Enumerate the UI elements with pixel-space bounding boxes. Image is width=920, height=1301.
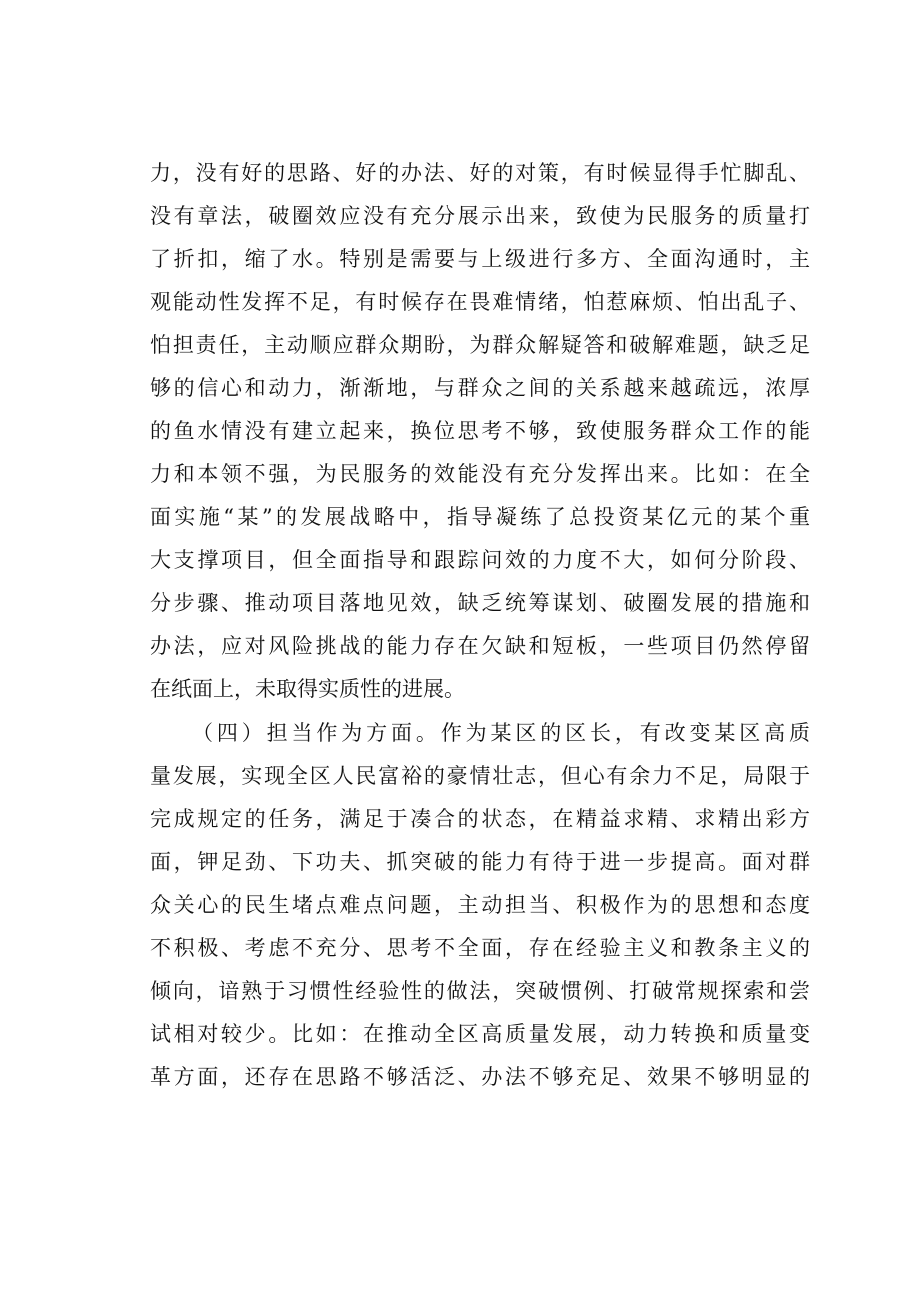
text-line: 大支撑项目，但全面指导和跟踪问效的力度不大，如何分阶段、 [150,548,810,572]
text-line: 怕担责任，主动顺应群众期盼，为群众解疑答和破解难题，缺乏足 [150,333,810,357]
text-line: 观能动性发挥不足，有时候存在畏难情绪，怕惹麻烦、怕出乱子、 [150,290,810,314]
text-line: 分步骤、推动项目落地见效，缺乏统筹谋划、破圈发展的措施和 [150,591,810,615]
text-line: 试相对较少。比如：在推动全区高质量发展，动力转换和质量变 [150,1022,810,1046]
text-line: 革方面，还存在思路不够活泛、办法不够充足、效果不够明显的 [150,1065,810,1089]
text-line: 面实施“某”的发展战略中，指导凝练了总投资某亿元的某个重 [150,505,810,529]
text-line: 了折扣，缩了水。特别是需要与上级进行多方、全面沟通时，主 [150,247,810,271]
text-line: 够的信心和动力，渐渐地，与群众之间的关系越来越疏远，浓厚 [150,376,810,400]
section-heading-line: （四）担当作为方面。作为某区的区长，有改变某区高质 [192,721,810,745]
text-line: 力和本领不强，为民服务的效能没有充分发挥出来。比如：在全 [150,462,810,486]
paragraph-1 [150,152,810,711]
text-line: 量发展，实现全区人民富裕的豪情壮志，但心有余力不足，局限于 [150,764,810,788]
text-line: 众关心的民生堵点难点问题，主动担当、积极作为的思想和态度 [150,893,810,917]
text-line: 面，钾足劲、下功夫、抓突破的能力有待于进一步提高。面对群 [150,850,810,874]
text-line: 办法，应对风险挑战的能力存在欠缺和短板，一些项目仍然停留 [150,634,810,658]
text-line: 在纸面上，未取得实质性的进展。 [150,677,465,701]
text-line: 的鱼水情没有建立起来，换位思考不够，致使服务群众工作的能 [150,419,810,443]
text-line: 完成规定的任务，满足于凑合的状态，在精益求精、求精出彩方 [150,807,810,831]
paragraph-2 [150,712,810,1099]
text-line: 没有章法，破圈效应没有充分展示出来，致使为民服务的质量打 [150,204,810,228]
text-line: 倾向，谙熟于习惯性经验性的做法，突破惯例、打破常规探索和尝 [150,979,810,1003]
text-line: 力，没有好的思路、好的办法、好的对策，有时候显得手忙脚乱、 [150,161,810,185]
text-line: 不积极、考虑不充分、思考不全面，存在经验主义和教条主义的 [150,936,810,960]
